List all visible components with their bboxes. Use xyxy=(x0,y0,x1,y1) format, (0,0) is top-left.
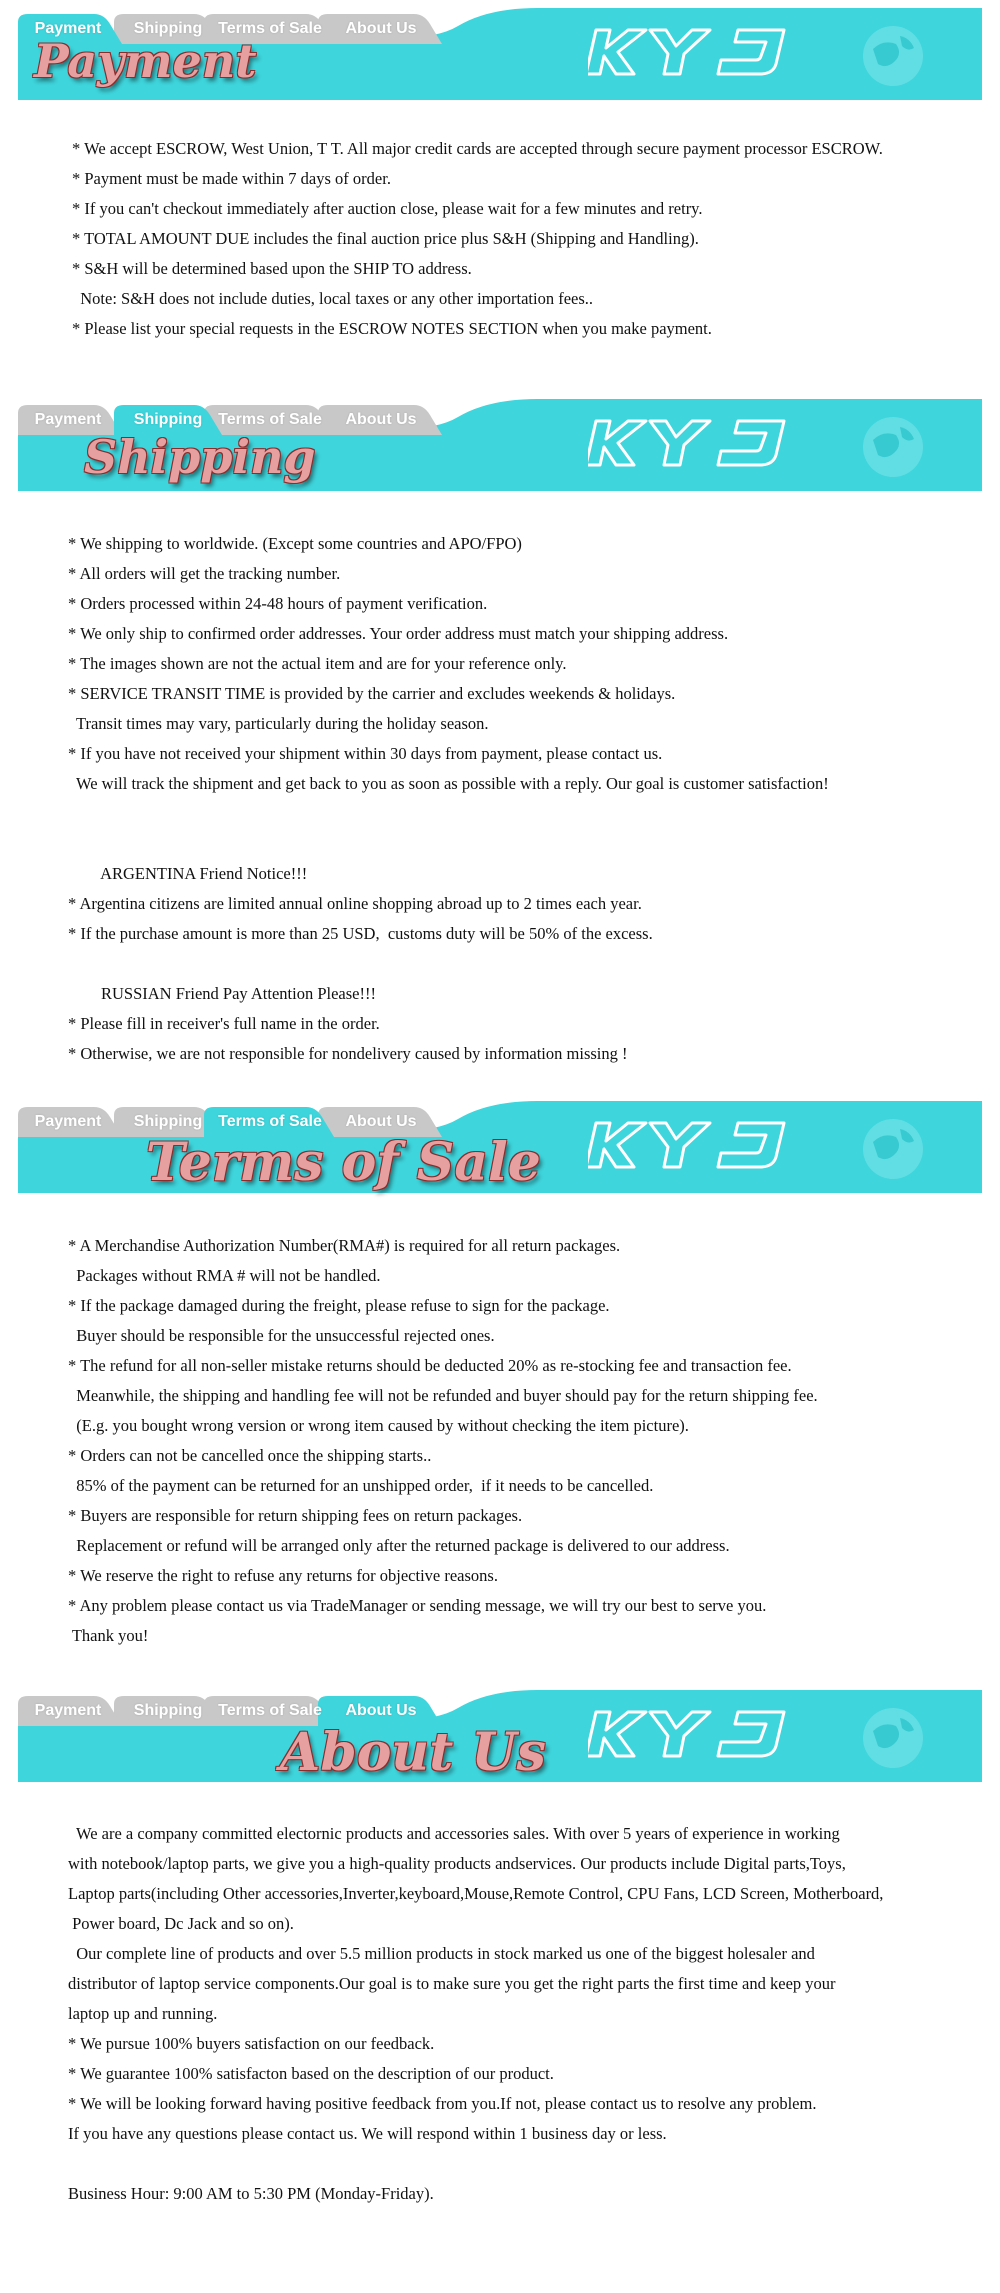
globe-icon xyxy=(848,405,938,485)
text-line: * If you can't checkout immediately after auction close, please wait for a few minutes and retry. xyxy=(72,199,703,218)
text-line: * We reserve the right to refuse any returns for objective reasons. xyxy=(68,1566,498,1585)
text-line: * Buyers are responsible for return shipping fees on return packages. xyxy=(68,1506,523,1525)
tab-shipping[interactable]: Shipping xyxy=(133,1702,203,1719)
text-line: * SERVICE TRANSIT TIME is provided by the carrier and excludes weekends & holidays. xyxy=(68,684,676,703)
text-line: * If the package damaged during the freight, please refuse to sign for the package. xyxy=(68,1296,610,1315)
text-line: * The refund for all non-seller mistake returns should be deducted 20% as re-stocking fee and transaction fee. xyxy=(68,1356,792,1375)
text-line xyxy=(68,799,829,829)
terms-title: Terms of Sale xyxy=(146,1132,541,1193)
text-line: * A Merchandise Authorization Number(RMA#) is required for all return packages. xyxy=(68,1236,621,1255)
about-text xyxy=(68,1819,883,2209)
text-line: * We accept ESCROW, West Union, T T. All major credit cards are accepted through secure payment processor ESCROW. xyxy=(72,139,883,158)
text-line: Laptop parts(including Other accessories,Inverter,keyboard,Mouse,Remote Control, CPU Fans, LCD Screen, Motherboard, xyxy=(68,1884,884,1903)
globe-icon xyxy=(848,1696,938,1776)
text-line: Packages without RMA # will not be handled. xyxy=(68,1266,381,1285)
tab-shipping[interactable]: Shipping xyxy=(133,1113,203,1130)
text-line: * We pursue 100% buyers satisfaction on our feedback. xyxy=(68,2034,435,2053)
text-line: * Orders can not be cancelled once the shipping starts.. xyxy=(68,1446,432,1465)
text-line: * Please list your special requests in the ESCROW NOTES SECTION when you make payment. xyxy=(72,319,712,338)
payment-title: Payment xyxy=(34,34,257,88)
tab-payment[interactable]: Payment xyxy=(34,20,102,37)
text-line: Our complete line of products and over 5.5 million products in stock marked us one of the biggest holesaler and xyxy=(68,1944,815,1963)
text-line: * We guarantee 100% satisfacton based on the description of our product. xyxy=(68,2064,554,2083)
text-line: Business Hour: 9:00 AM to 5:30 PM (Monday-Friday). xyxy=(68,2184,434,2203)
tab-about-us[interactable]: About Us xyxy=(345,411,417,428)
kyj-logo xyxy=(588,415,788,471)
text-line: * Payment must be made within 7 days of order. xyxy=(72,169,391,188)
text-line: Transit times may vary, particularly during the holiday season. xyxy=(68,714,489,733)
kyj-logo xyxy=(588,24,788,80)
text-line: Meanwhile, the shipping and handling fee will not be refunded and buyer should pay for the return shipping fee. xyxy=(68,1386,818,1405)
text-line: * The images shown are not the actual item and are for your reference only. xyxy=(68,654,567,673)
text-line: * If you have not received your shipment within 30 days from payment, please contact us. xyxy=(68,744,663,763)
text-line xyxy=(68,2149,883,2179)
text-line: with notebook/laptop parts, we give you a high-quality products andservices. Our products include Digital parts,Toys, xyxy=(68,1854,846,1873)
globe-icon xyxy=(848,14,938,94)
tab-terms-of-sale[interactable]: Terms of Sale xyxy=(218,1113,322,1130)
text-line: * S&H will be determined based upon the SHIP TO address. xyxy=(72,259,472,278)
shipping-title: Shipping xyxy=(84,430,316,484)
text-line: * TOTAL AMOUNT DUE includes the final auction price plus S&H (Shipping and Handling). xyxy=(72,229,699,248)
text-line: distributor of laptop service components.Our goal is to make sure you get the right parts the first time and keep your xyxy=(68,1974,836,1993)
text-line: ARGENTINA Friend Notice!!! xyxy=(68,864,308,883)
text-line: We will track the shipment and get back to you as soon as possible with a reply. Our goal is customer satisfaction! xyxy=(68,774,829,793)
tab-terms-of-sale[interactable]: Terms of Sale xyxy=(218,20,322,37)
tab-terms-of-sale[interactable]: Terms of Sale xyxy=(218,1702,322,1719)
tab-about-us[interactable]: About Us xyxy=(345,1702,417,1719)
text-line: Note: S&H does not include duties, local taxes or any other importation fees.. xyxy=(72,289,594,308)
terms-text xyxy=(68,1231,818,1651)
tab-payment[interactable]: Payment xyxy=(34,1702,102,1719)
text-line: 85% of the payment can be returned for an unshipped order, if it needs to be cancelled. xyxy=(68,1476,654,1495)
text-line: * If the purchase amount is more than 25 USD, customs duty will be 50% of the excess. xyxy=(68,924,653,943)
text-line: RUSSIAN Friend Pay Attention Please!!! xyxy=(68,984,376,1003)
tab-about-us[interactable]: About Us xyxy=(345,1113,417,1130)
tab-terms-of-sale[interactable]: Terms of Sale xyxy=(218,411,322,428)
text-line: Buyer should be responsible for the unsuccessful rejected ones. xyxy=(68,1326,495,1345)
kyj-logo xyxy=(588,1706,788,1762)
tab-about-us[interactable]: About Us xyxy=(345,20,417,37)
text-line: * Any problem please contact us via TradeManager or sending message, we will try our best to serve you. xyxy=(68,1596,767,1615)
text-line: If you have any questions please contact us. We will respond within 1 business day or less. xyxy=(68,2124,667,2143)
text-line: Thank you! xyxy=(68,1626,149,1645)
text-line: * We only ship to confirmed order addresses. Your order address must match your shipping address. xyxy=(68,624,729,643)
text-line: * Please fill in receiver's full name in the order. xyxy=(68,1014,380,1033)
text-line xyxy=(68,829,829,859)
payment-text xyxy=(72,134,883,344)
text-line: * We will be looking forward having positive feedback from you.If not, please contact us to resolve any problem. xyxy=(68,2094,817,2113)
text-line: (E.g. you bought wrong version or wrong item caused by without checking the item picture). xyxy=(68,1416,689,1435)
text-line: * We shipping to worldwide. (Except some countries and APO/FPO) xyxy=(68,534,522,553)
text-line: laptop up and running. xyxy=(68,2004,218,2023)
kyj-logo xyxy=(588,1117,788,1173)
about-title: About Us xyxy=(280,1722,546,1783)
tab-payment[interactable]: Payment xyxy=(34,411,102,428)
text-line: * Orders processed within 24-48 hours of payment verification. xyxy=(68,594,488,613)
text-line: * All orders will get the tracking number. xyxy=(68,564,341,583)
text-line: Power board, Dc Jack and so on). xyxy=(68,1914,294,1933)
tab-shipping[interactable]: Shipping xyxy=(133,20,203,37)
shipping-text xyxy=(68,529,829,1069)
text-line: * Argentina citizens are limited annual online shopping abroad up to 2 times each year. xyxy=(68,894,642,913)
text-line: * Otherwise, we are not responsible for nondelivery caused by information missing ! xyxy=(68,1044,628,1063)
tab-shipping[interactable]: Shipping xyxy=(133,411,203,428)
globe-icon xyxy=(848,1107,938,1187)
tab-payment[interactable]: Payment xyxy=(34,1113,102,1130)
text-line xyxy=(68,949,829,979)
text-line: We are a company committed electornic products and accessories sales. With over 5 years of experience in working xyxy=(68,1824,840,1843)
text-line: Replacement or refund will be arranged only after the returned package is delivered to our address. xyxy=(68,1536,730,1555)
